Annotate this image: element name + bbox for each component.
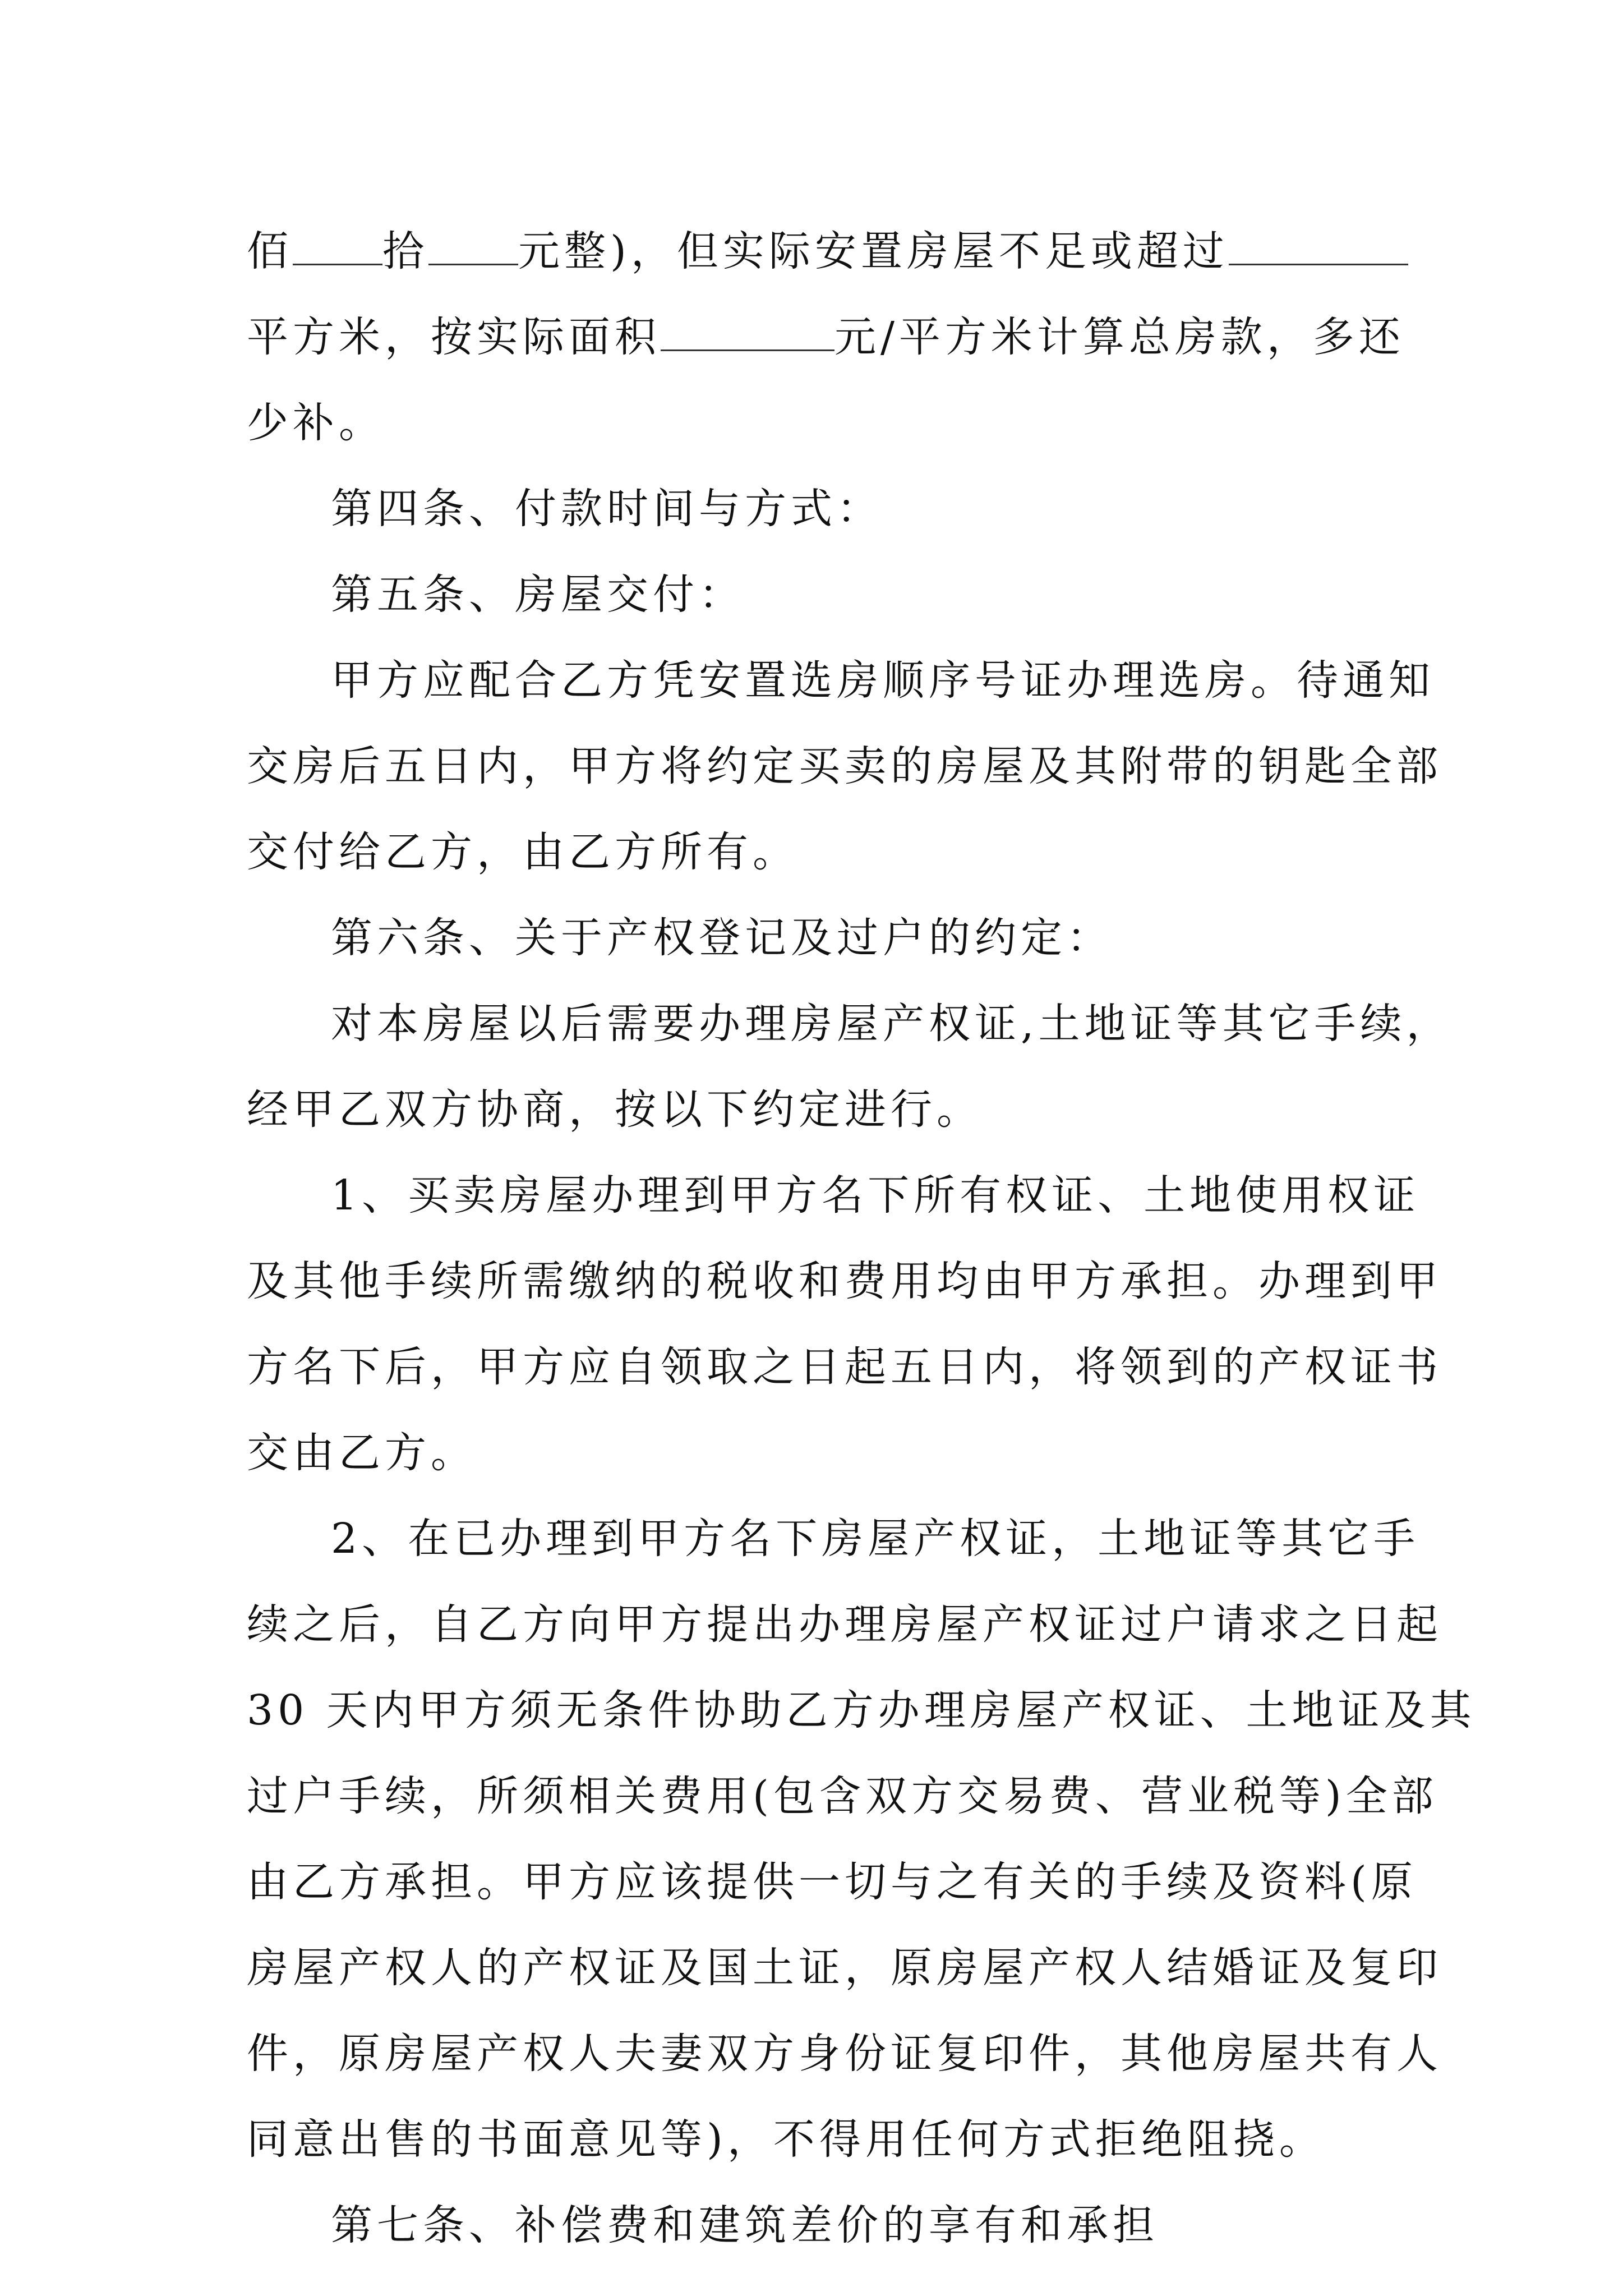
paragraph-line: 交房后五日内，甲方将约定买卖的房屋及其附带的钥匙全部	[247, 742, 1442, 790]
clause-line: 2、在已办理到甲方名下房屋产权证，土地证等其它手	[331, 1515, 1420, 1563]
article-heading: 第六条、关于产权登记及过户的约定：	[331, 914, 1113, 962]
article-heading: 第七条、补偿费和建筑差价的享有和承担	[331, 2201, 1159, 2249]
clause-line: 续之后，自乙方向甲方提出办理房屋产权证过户请求之日起	[247, 1600, 1442, 1649]
clause-line: 过户手续，所须相关费用(包含双方交易费、营业税等)全部	[247, 1772, 1438, 1820]
fill-in-blank	[1229, 230, 1408, 265]
article-heading: 第五条、房屋交付：	[331, 570, 745, 619]
fill-in-blank	[428, 230, 518, 265]
clause-line: 交由乙方。	[247, 1429, 477, 1477]
clause-line: 由乙方承担。甲方应该提供一切与之有关的手续及资料(原	[247, 1858, 1417, 1906]
text-line	[247, 209, 1391, 295]
clause-line: 方名下后，甲方应自领取之日起五日内，将领到的产权证书	[247, 1343, 1442, 1391]
paragraph-line: 交付给乙方，由乙方所有。	[247, 828, 799, 876]
text-segment: 拾	[382, 227, 428, 275]
text-segment: 元整)，但实际安置房屋不足或超过	[518, 227, 1229, 275]
paragraph-line: 经甲乙双方协商，按以下约定进行。	[247, 1085, 983, 1134]
paragraph-line: 对本房屋以后需要办理房屋产权证,土地证等其它手续，	[331, 1000, 1453, 1048]
text-line: 少补。	[247, 399, 385, 447]
clause-line: 30 天内甲方须无条件协助乙方办理房屋产权证、土地证及其	[247, 1686, 1476, 1734]
text-segment: 元/平方米计算总房款，多还	[834, 313, 1405, 361]
fill-in-blank	[293, 230, 382, 265]
document-body	[247, 209, 1476, 2269]
clause-line: 房屋产权人的产权证及国土证，原房屋产权人结婚证及复印	[247, 1944, 1442, 1992]
article-heading: 第四条、付款时间与方式：	[331, 485, 883, 533]
clause-line: 及其他手续所需缴纳的税收和费用均由甲方承担。办理到甲	[247, 1257, 1442, 1305]
clause-line: 同意出售的书面意见等)，不得用任何方式拒绝阻挠。	[247, 2115, 1325, 2164]
text-segment: 佰	[247, 227, 293, 275]
paragraph-line: 甲方应配合乙方凭安置选房顺序号证办理选房。待通知	[331, 656, 1435, 705]
fill-in-blank	[661, 316, 834, 351]
text-segment: 平方米，按实际面积	[247, 313, 661, 361]
clause-line: 1、买卖房屋办理到甲方名下所有权证、土地使用权证	[331, 1171, 1420, 1220]
clause-line: 件，原房屋产权人夫妻双方身份证复印件，其他房屋共有人	[247, 2030, 1442, 2078]
text-line	[247, 295, 1405, 380]
